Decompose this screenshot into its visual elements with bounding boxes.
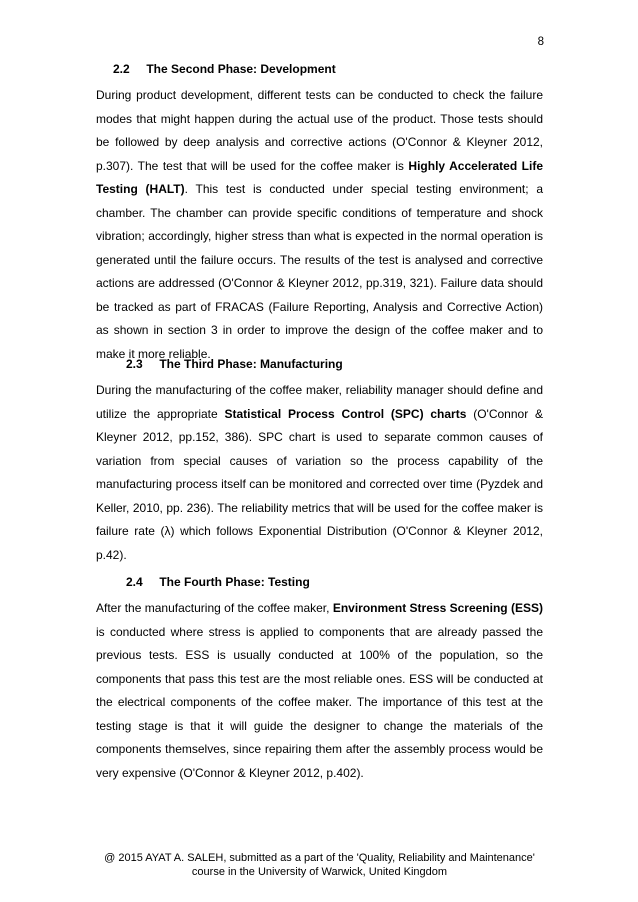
section-testing — [96, 573, 543, 785]
bold-term: Environment Stress Screening (ESS) — [332, 601, 544, 615]
section-heading — [96, 60, 543, 78]
section-number: 2.2 — [113, 62, 130, 76]
page-footer — [96, 851, 543, 879]
section-development — [96, 60, 543, 366]
section-manufacturing — [96, 355, 543, 567]
section-title: The Third Phase: Manufacturing — [159, 357, 343, 371]
page-number: 8 — [537, 36, 544, 48]
section-paragraph: After the manufacturing of the coffee maker, Environment Stress Screening (ESS) is conducted where stress is applied to components that are already passed the previous tests. ESS is usually conducted at 100% of the population, so the components that pass this test are the most reliable ones. ESS will be conducted at the electrical components of the coffee maker. The importance of this test at the testing stage is that it will guide the designer to change the materials of the components themselves, since repairing them after the assembly process would be very expensive (O'Connor & Kleyner 2012, p.402). — [96, 601, 544, 780]
footer-line-1: @ 2015 AYAT A. SALEH, submitted as a part of the 'Quality, Reliability and Maintenance' — [104, 852, 535, 864]
bold-term: Highly Accelerated Life Testing (HALT) — [96, 158, 544, 196]
section-number: 2.4 — [126, 575, 143, 589]
section-paragraph: During the manufacturing of the coffee maker, reliability manager should define and utilize the appropriate Statistical Process Control (SPC) charts (O'Connor & Kleyner 2012, pp.152, 386). SPC chart is used to separate common causes of variation from special causes of variation so the process capability of the manufacturing process itself can be monitored and corrected over time (Pyzdek and Keller, 2010, pp. 236). The reliability metrics that will be used for the coffee maker is failure rate (λ) which follows Exponential Distribution (O'Connor & Kleyner 2012, p.42). — [96, 383, 543, 562]
section-heading — [96, 355, 543, 373]
section-heading — [96, 573, 543, 591]
footer-line-2: course in the University of Warwick, United Kingdom — [191, 866, 448, 878]
section-number: 2.3 — [126, 357, 143, 371]
section-title: The Fourth Phase: Testing — [159, 575, 310, 589]
section-paragraph: During product development, different tests can be conducted to check the failure modes that might happen during the actual use of the product. Those tests should be followed by deep analysis and corrective actions (O'Connor & Kleyner 2012, p.307). The test that will be used for the coffee maker is Highly Accelerated Life Testing (HALT). This test is conducted under special testing environment; a chamber. The chamber can provide specific conditions of temperature and shock vibration; accordingly, higher stress than what is expected in the normal operation is generated until the failure occurs. The results of the test is analysed and corrective actions are addressed (O'Connor & Kleyner 2012, pp.319, 321). Failure data should be tracked as part of FRACAS (Failure Reporting, Analysis and Corrective Action) as shown in section 3 in order to improve the design of the coffee maker and to make it more reliable. — [96, 88, 544, 361]
section-title: The Second Phase: Development — [146, 62, 336, 76]
bold-term: Statistical Process Control (SPC) charts — [224, 406, 467, 421]
